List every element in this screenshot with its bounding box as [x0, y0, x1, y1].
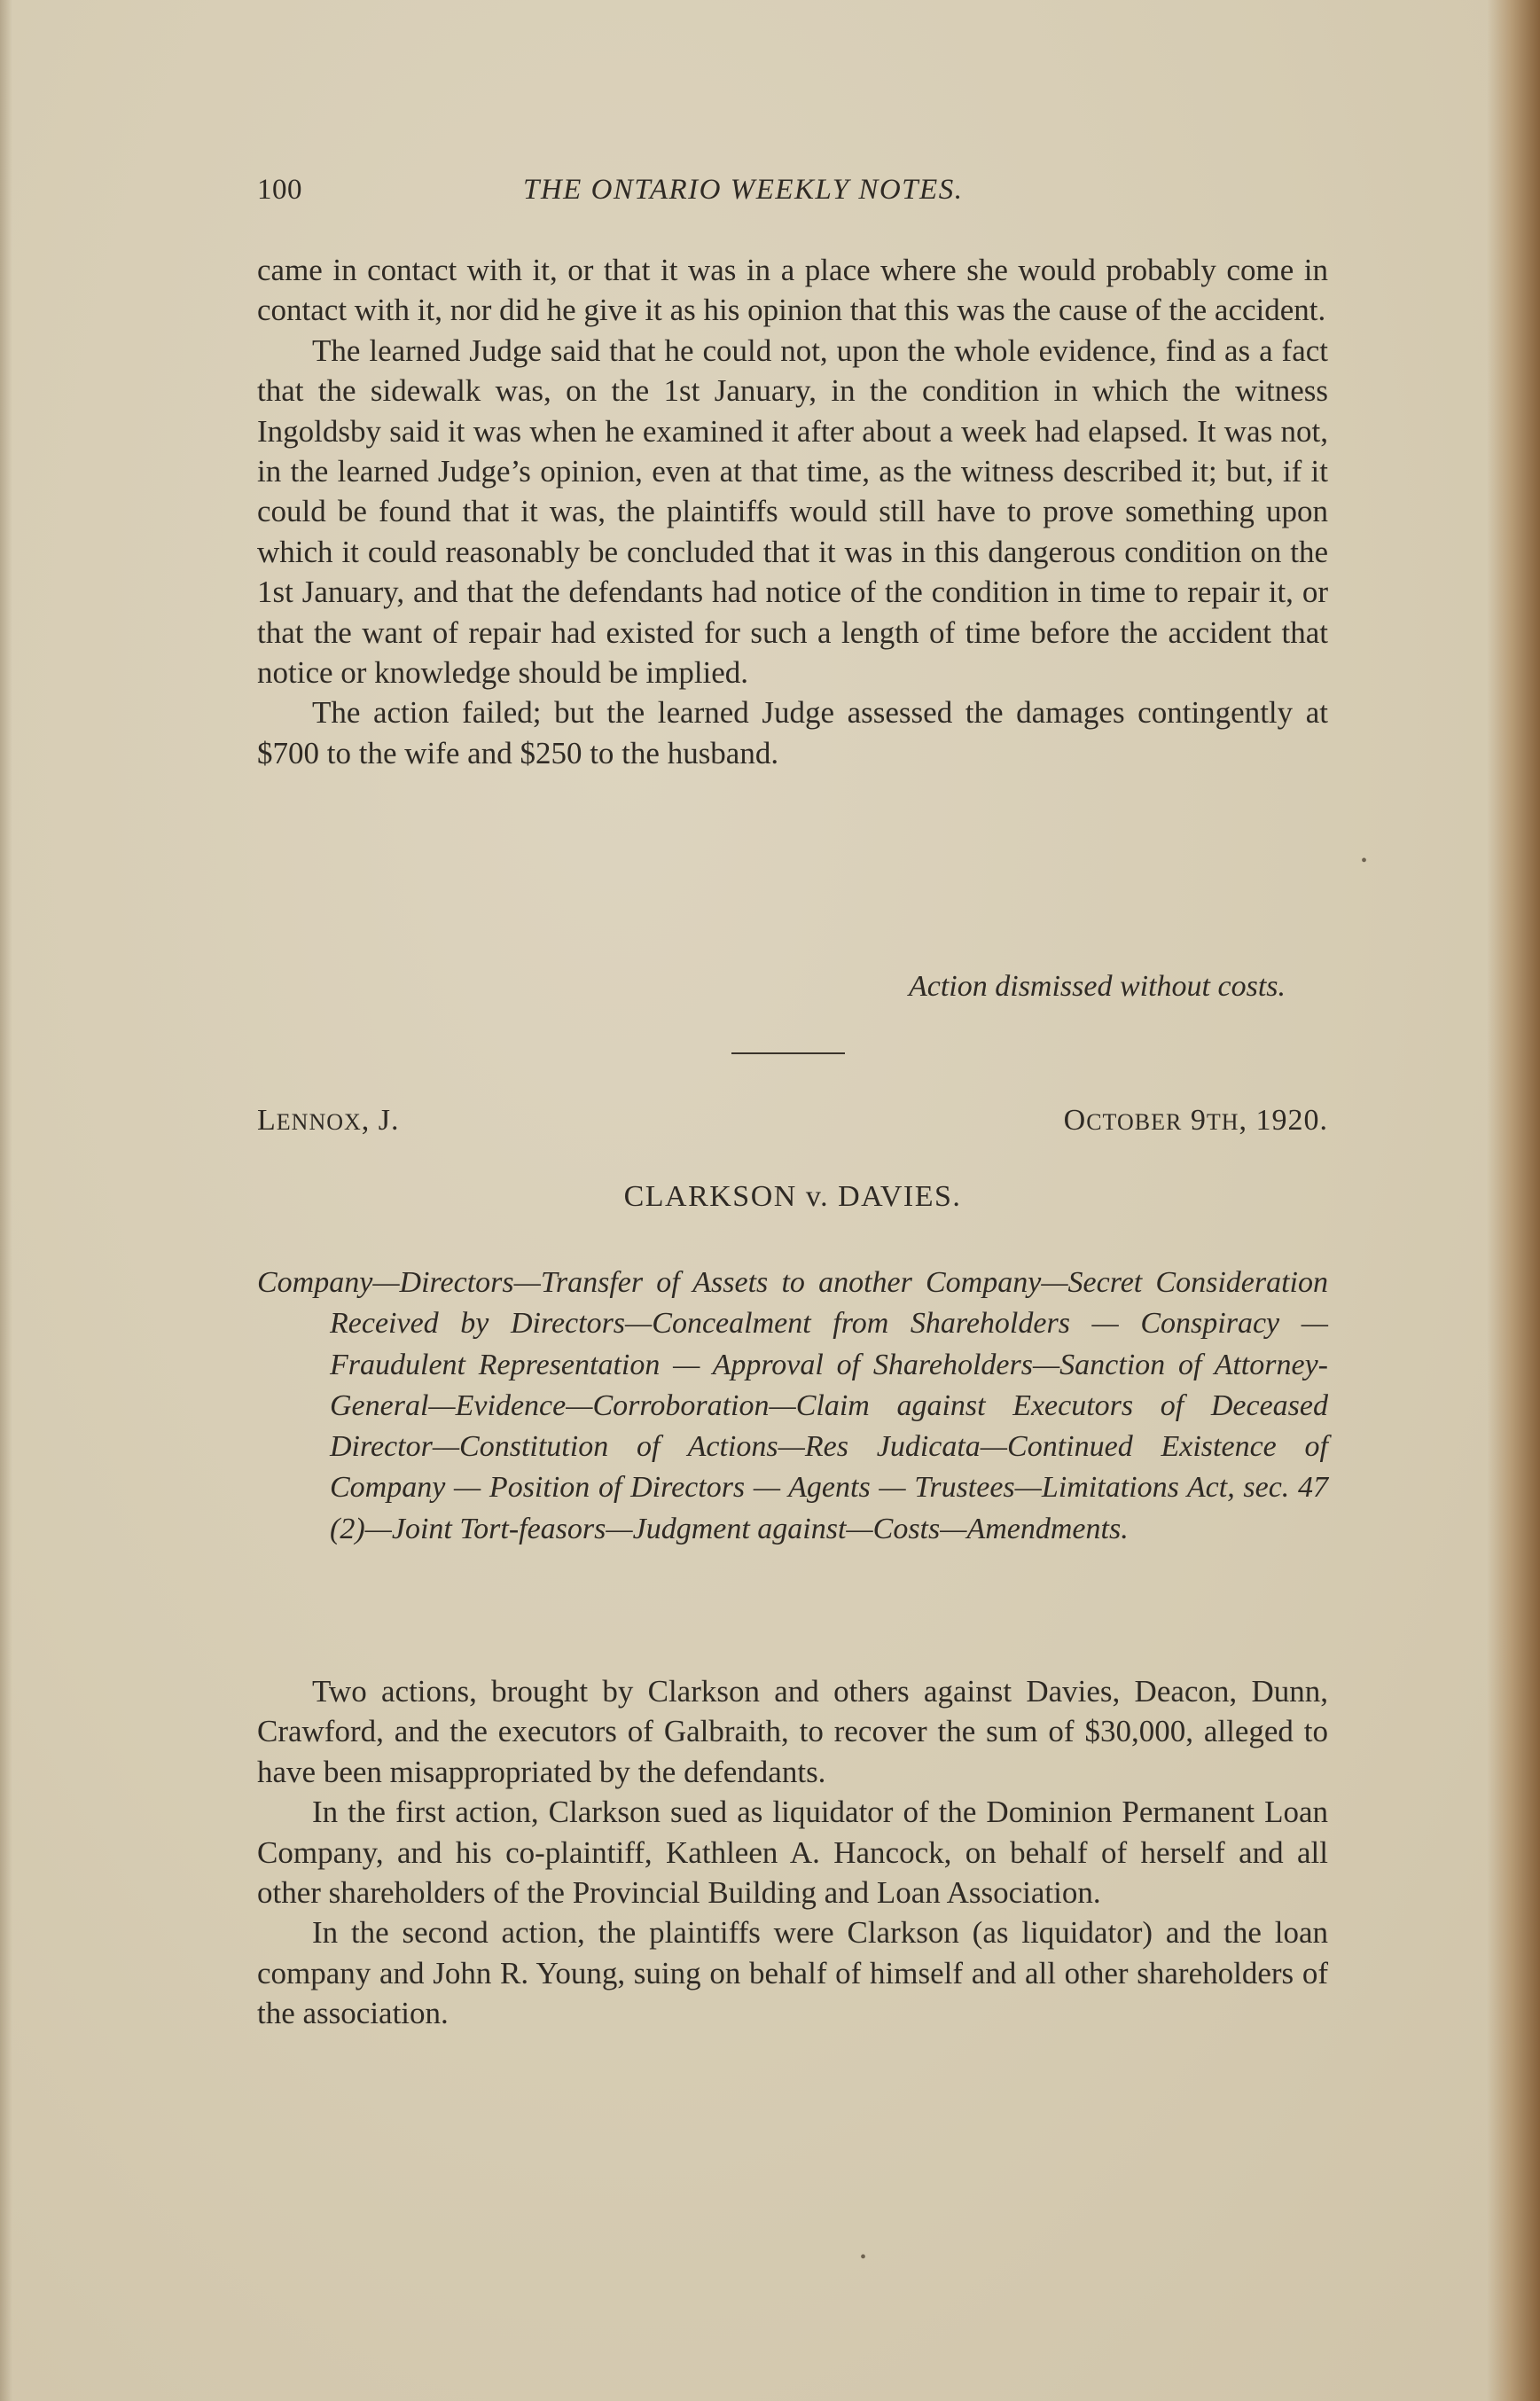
- paragraph-second-action: In the second action, the plaintiffs were Clarkson (as liquidator) and the loan company and John R. Young, suing on behalf of himself and all other shareholders of the association.: [257, 1915, 1328, 2031]
- date-month-initial: O: [1063, 1104, 1087, 1137]
- paper-speck: •: [1361, 851, 1368, 871]
- case-title: CLARKSON v. DAVIES.: [623, 1180, 962, 1213]
- date-year: , 1920.: [1239, 1104, 1328, 1137]
- page-header: [257, 174, 1328, 216]
- judge-initial: L: [257, 1104, 277, 1137]
- page-left-shadow: [0, 0, 12, 2401]
- decision-date: [1064, 1104, 1328, 1138]
- paragraph-damages: The action failed; but the learned Judge assessed the damages contingently at $700 to the wife and $250 to the husband.: [257, 695, 1328, 770]
- disposition-line: Action dismissed without costs.: [909, 970, 1286, 1003]
- bottom-text-block: [257, 1671, 1328, 2034]
- headnote: Company—Directors—Transfer of Assets to another Company—Secret Consideration Received by Directors—Concealment from Shareholders — Conspiracy — Fraudulent Representation — Approval of Shareholders—Sanction of Attorney-General—Evidence—Corroboration—Claim against Executors of Deceased Director—Constitution of Actions—Res Judicata—Continued Existence of Company — Position of Directors — Agents — Trustees—Limitations Act, sec. 47 (2)—Joint Tort-feasors—Judgment against—Costs—Amendments.: [257, 1266, 1328, 1545]
- top-text-block: [257, 250, 1328, 773]
- date-day: 9: [1182, 1104, 1207, 1137]
- judge-name: [257, 1104, 400, 1138]
- paragraph-actions: Two actions, brought by Clarkson and others against Davies, Deacon, Dunn, Crawford, and the executors of Galbraith, to recover the sum of $30,000, alleged to have been misappropriated by the defendants.: [257, 1674, 1328, 1789]
- page-right-edge-stain: [1487, 0, 1540, 2401]
- paragraph-continued: came in contact with it, or that it was in a place where she would probably come in contact with it, nor did he give it as his opinion that this was the cause of the accident.: [257, 253, 1328, 328]
- paragraph-judge-finding: The learned Judge said that he could not, upon the whole evidence, find as a fact that the sidewalk was, on the 1st January, in the condition in which the witness Ingoldsby said it was when he examined it after about a week had elapsed. It was not, in the learned Judge’s opinion, even at that time, as the witness described it; but, if it could be found that it was, the plaintiffs would still have to prove something upon which it could reasonably be concluded that it was in this dangerous condition on the 1st January, and that the defendants had notice of the condition in time to repair it, or that the want of repair had existed for such a length of time before the accident that notice or knowledge should be implied.: [257, 332, 1328, 691]
- section-divider: [731, 1052, 845, 1054]
- paragraph-first-action: In the first action, Clarkson sued as liquidator of the Dominion Permanent Loan Company, and his co-plaintiff, Kathleen A. Hancock, on behalf of herself and all other shareholders of the Provincial Building and Loan Association.: [257, 1795, 1328, 1911]
- judge-rest: ENNOX: [276, 1109, 362, 1135]
- judge-suffix: , J.: [361, 1104, 400, 1137]
- running-head: THE ONTARIO WEEKLY NOTES.: [523, 174, 964, 206]
- date-month-rest: CTOBER: [1086, 1109, 1183, 1135]
- paper-speck: •: [860, 2248, 867, 2267]
- page-number: 100: [257, 174, 302, 206]
- date-day-suffix: TH: [1206, 1109, 1239, 1135]
- book-page: [257, 0, 1328, 2401]
